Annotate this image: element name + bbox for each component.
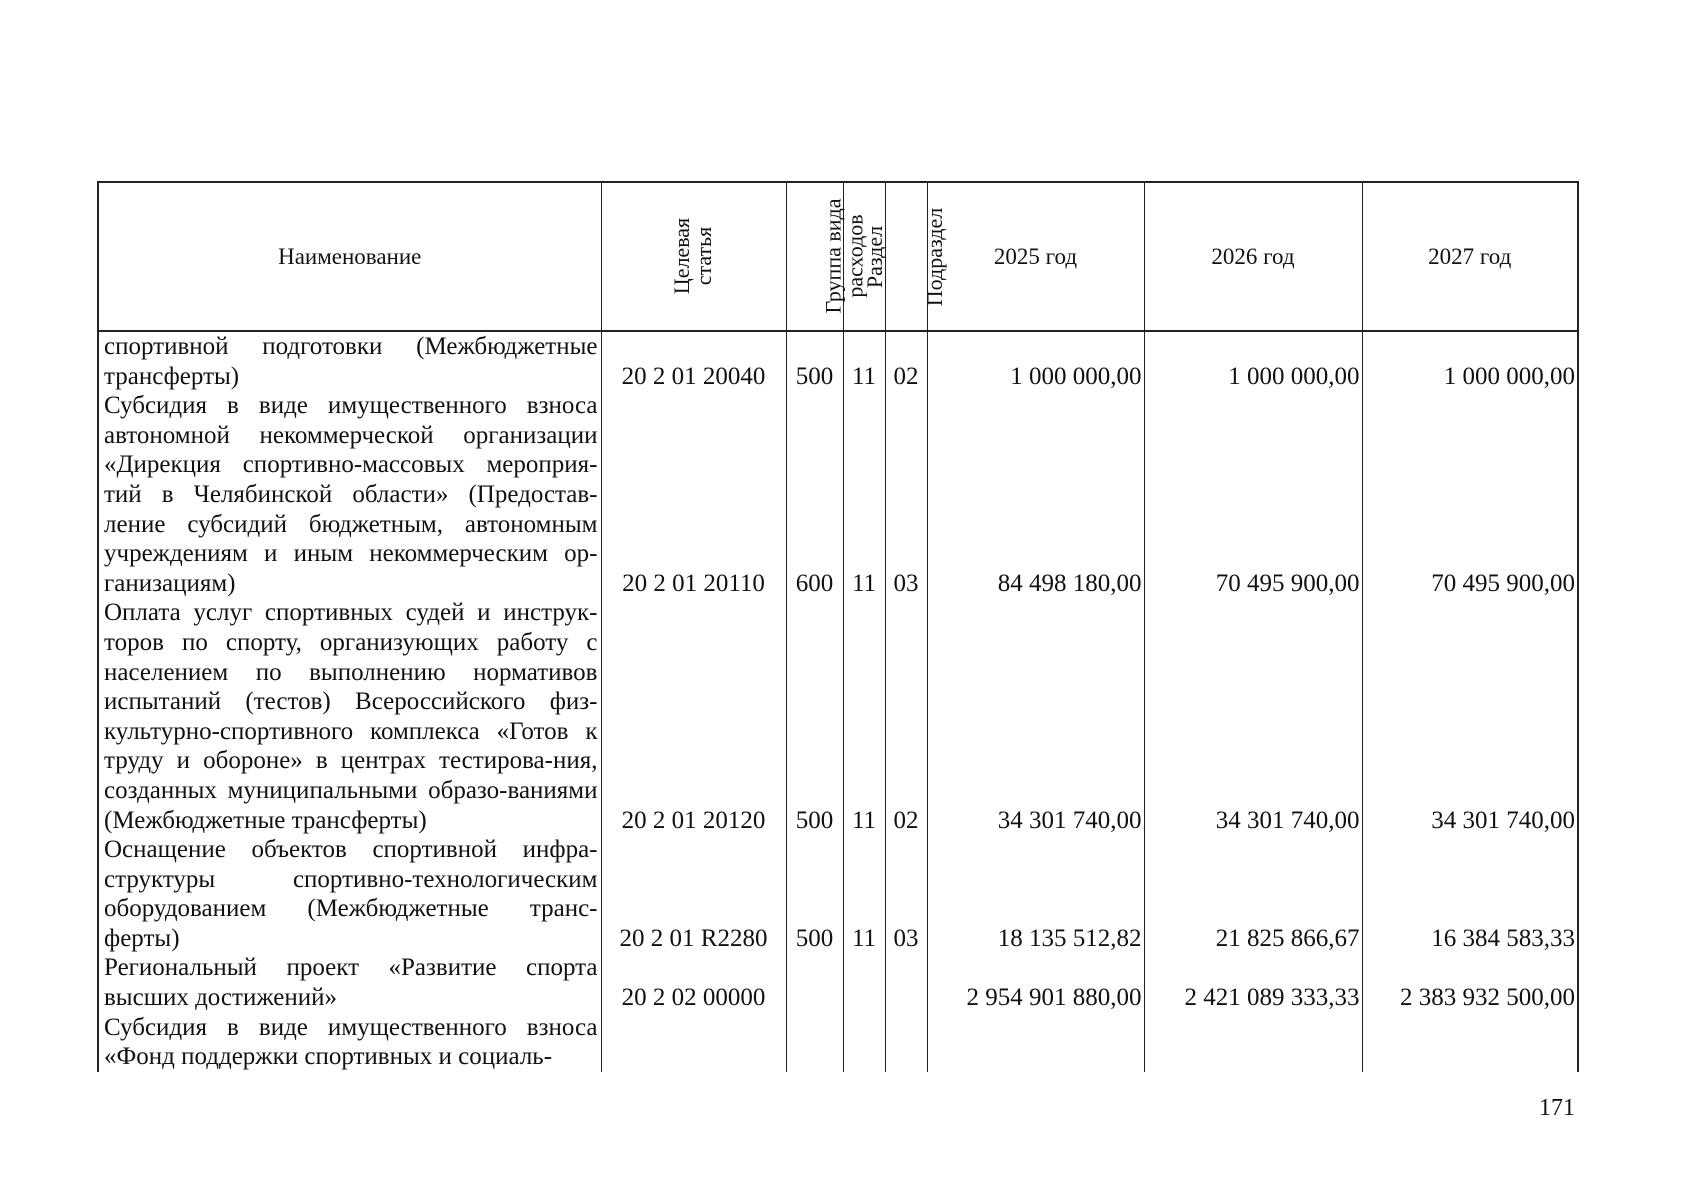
table-row — [98, 953, 1578, 1012]
table-row — [98, 331, 1578, 391]
budget-table — [97, 181, 1579, 1072]
header-section: Раздел — [843, 182, 885, 331]
row-amount-2026: 34 301 740,00 — [1144, 598, 1362, 835]
row-section: 11 — [843, 598, 885, 835]
row-subsection — [885, 953, 927, 1012]
row-subsection: 02 — [885, 331, 927, 391]
row-target-article: 20 2 01 20040 — [601, 331, 786, 391]
row-expense-group: 500 — [786, 598, 843, 835]
row-amount-2027: 16 384 583,33 — [1362, 835, 1578, 953]
row-amount-2025: 84 498 180,00 — [927, 391, 1144, 598]
row-expense-group: 600 — [786, 391, 843, 598]
row-name: Оплата услуг спортивных судей и инструк-торов по спорту, организующих работу с населением по выполнению нормативов испытаний (тестов) Всероссийского физ-культурно-спортивного комплекса «Готов к труду и обороне» в центрах тестирова-ния, созданных муниципальными образо-ваниями (Межбюджетные трансферты) — [98, 598, 601, 835]
row-amount-2027: 1 000 000,00 — [1362, 331, 1578, 391]
row-subsection: 02 — [885, 598, 927, 835]
header-target-article: Целевая статья — [601, 182, 786, 331]
table-row — [98, 598, 1578, 835]
row-section — [843, 953, 885, 1012]
row-name: Субсидия в виде имущественного взноса автономной некоммерческой организации «Дирекция спортивно-массовых мероприя-тий в Челябинской области» (Предостав-ление субсидий бюджетным, автономным учреждениям и иным некоммерческим ор-ганизациям) — [98, 391, 601, 598]
row-section: 11 — [843, 835, 885, 953]
row-amount-2026: 21 825 866,67 — [1144, 835, 1362, 953]
row-expense-group — [786, 953, 843, 1012]
header-row — [98, 182, 1578, 331]
row-amount-2026: 70 495 900,00 — [1144, 391, 1362, 598]
row-section — [843, 1013, 885, 1072]
row-amount-2026 — [1144, 1013, 1362, 1072]
row-target-article: 20 2 02 00000 — [601, 953, 786, 1012]
row-target-article — [601, 1013, 786, 1072]
row-subsection: 03 — [885, 835, 927, 953]
row-amount-2025: 2 954 901 880,00 — [927, 953, 1144, 1012]
row-amount-2027 — [1362, 1013, 1578, 1072]
row-amount-2025 — [927, 1013, 1144, 1072]
row-amount-2027: 70 495 900,00 — [1362, 391, 1578, 598]
table-row — [98, 835, 1578, 953]
row-section: 11 — [843, 331, 885, 391]
row-amount-2026: 2 421 089 333,33 — [1144, 953, 1362, 1012]
header-year-2027: 2027 год — [1362, 182, 1578, 331]
row-expense-group: 500 — [786, 331, 843, 391]
row-name: Региональный проект «Развитие спорта высших достижений» — [98, 953, 601, 1012]
row-name: спортивной подготовки (Межбюджетные трансферты) — [98, 331, 601, 391]
header-subsection: Подраздел — [885, 182, 927, 331]
row-target-article: 20 2 01 20110 — [601, 391, 786, 598]
row-subsection — [885, 1013, 927, 1072]
row-amount-2025: 18 135 512,82 — [927, 835, 1144, 953]
page-number: 171 — [1539, 1095, 1575, 1121]
header-year-2025: 2025 год — [927, 182, 1144, 331]
row-target-article: 20 2 01 20120 — [601, 598, 786, 835]
header-year-2026: 2026 год — [1144, 182, 1362, 331]
row-amount-2025: 1 000 000,00 — [927, 331, 1144, 391]
table-row — [98, 391, 1578, 598]
row-amount-2027: 2 383 932 500,00 — [1362, 953, 1578, 1012]
table-row — [98, 1013, 1578, 1072]
row-target-article: 20 2 01 R2280 — [601, 835, 786, 953]
row-expense-group: 500 — [786, 835, 843, 953]
row-subsection: 03 — [885, 391, 927, 598]
row-section: 11 — [843, 391, 885, 598]
row-amount-2025: 34 301 740,00 — [927, 598, 1144, 835]
header-expense-group: Группа вида расходов — [786, 182, 843, 331]
row-amount-2027: 34 301 740,00 — [1362, 598, 1578, 835]
row-name: Субсидия в виде имущественного взноса «Фонд поддержки спортивных и социаль- — [98, 1013, 601, 1072]
row-amount-2026: 1 000 000,00 — [1144, 331, 1362, 391]
row-expense-group — [786, 1013, 843, 1072]
row-name: Оснащение объектов спортивной инфра-структуры спортивно-технологическим оборудованием (Межбюджетные транс-ферты) — [98, 835, 601, 953]
header-name: Наименование — [98, 182, 601, 331]
